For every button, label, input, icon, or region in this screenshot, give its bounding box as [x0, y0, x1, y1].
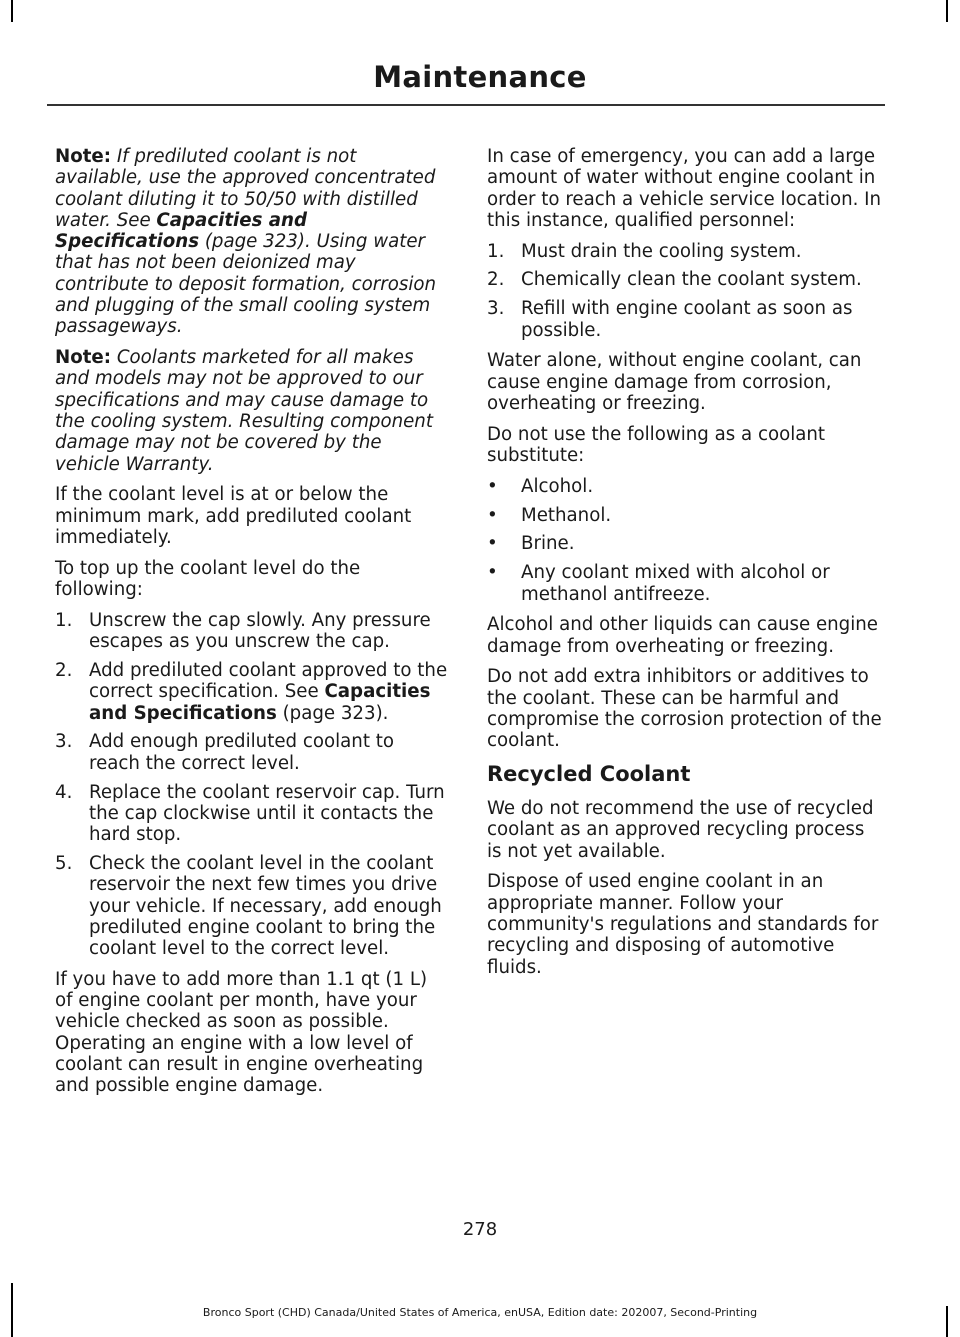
- bullet-text: Methanol.: [521, 504, 612, 526]
- list-item: [55, 660, 450, 724]
- para-do-not-use: Do not use the following as a coolant substitute:: [487, 423, 826, 467]
- step-number: 1.: [487, 240, 505, 262]
- step-text: Must drain the cooling system.: [521, 240, 802, 262]
- step-text: Replace the coolant reservoir cap. Turn the cap clockwise until it contacts the hard stop.: [89, 781, 445, 846]
- note-label: Note:: [55, 146, 112, 167]
- right-column: [487, 146, 882, 987]
- top-up-steps: [55, 610, 450, 959]
- section-heading-recycled-coolant: Recycled Coolant: [487, 761, 691, 786]
- crop-mark-top-left: [11, 0, 13, 22]
- list-item: [487, 533, 882, 554]
- step-text: Refill with engine coolant as soon as possible.: [521, 298, 853, 341]
- step-number: 5.: [55, 852, 73, 874]
- step-number: 4.: [55, 781, 73, 803]
- para-water-alone: Water alone, without engine coolant, can cause engine damage from corrosion, overheating or freezing.: [487, 350, 862, 414]
- para-recommend: We do not recommend the use of recycled coolant as an approved recycling process is not yet available.: [487, 797, 874, 862]
- bullet-mark: •: [487, 562, 498, 584]
- substitute-list: [487, 476, 882, 605]
- xref-capacities-link[interactable]: Capacities and Specifications: [89, 681, 431, 724]
- list-item: [487, 298, 882, 341]
- step-text: Check the coolant level in the coolant reservoir the next few times you drive your vehicle. If necessary, add enough prediluted engine coolant to bring the coolant level to the correct level.: [89, 852, 442, 960]
- list-item: [55, 782, 450, 846]
- left-column: [55, 146, 450, 1106]
- footer-edition: Bronco Sport (CHD) Canada/United States of America, enUSA, Edition date: 202007, Second-Printing: [202, 1306, 758, 1319]
- bullet-mark: •: [487, 504, 498, 526]
- bullet-text: Alcohol.: [521, 475, 594, 497]
- para-inhibitors: Do not add extra inhibitors or additives to the coolant. These can be harmful and compromise the corrosion protection of the coolant.: [487, 666, 882, 752]
- step-text: Add prediluted coolant approved to the correct specification. See: [89, 660, 448, 703]
- step-number: 2.: [487, 269, 505, 291]
- header-divider: [47, 104, 885, 106]
- list-item: [487, 562, 882, 605]
- step-text: Unscrew the cap slowly. Any pressure escapes as you unscrew the cap.: [89, 609, 431, 653]
- para-coolant-level: If the coolant level is at or below the minimum mark, add prediluted coolant immediately.: [55, 484, 412, 549]
- para-top-up: To top up the coolant level do the following:: [55, 557, 361, 601]
- emergency-steps: [487, 241, 882, 341]
- step-number: 3.: [55, 731, 73, 753]
- list-item: [55, 610, 450, 653]
- step-text: Add enough prediluted coolant to reach the correct level.: [89, 731, 395, 774]
- note-text: Coolants marketed for all makes and models may not be approved to our specifications and may cause damage to the cooling system. Resulting component damage may not be covered by the vehicle Warranty.: [55, 347, 433, 475]
- note-text: (page 323). Using water that has not been deionized may contribute to deposit formation, corrosion and plugging of the small cooling system passageways.: [55, 231, 437, 338]
- step-number: 3.: [487, 298, 505, 320]
- bullet-mark: •: [487, 475, 498, 497]
- page-title: Maintenance: [373, 60, 587, 94]
- list-item: [487, 505, 882, 526]
- list-item: [487, 241, 882, 262]
- page-number: 278: [462, 1219, 498, 1240]
- para-dispose: Dispose of used engine coolant in an appropriate manner. Follow your community's regulations and standards for recycling and disposing of automotive fluids.: [487, 871, 879, 978]
- list-item: [487, 476, 882, 497]
- note-label: Note:: [55, 347, 112, 369]
- list-item: [55, 853, 450, 959]
- para-add-more: If you have to add more than 1.1 qt (1 L) of engine coolant per month, have your vehicle checked as soon as possible. Operating an engine with a low level of coolant can result in engine overheating and possible engine damage.: [55, 968, 428, 1097]
- bullet-text: Brine.: [521, 533, 575, 555]
- para-emergency: In case of emergency, you can add a large amount of water without engine coolant in order to reach a vehicle service location. In this instance, qualified personnel:: [487, 146, 882, 231]
- list-item: [487, 269, 882, 290]
- step-text: Chemically clean the coolant system.: [521, 269, 862, 291]
- note-text: If prediluted coolant is not available, use the approved concentrated coolant diluting it to 50/50 with distilled water. See: [55, 146, 436, 231]
- xref-capacities-link[interactable]: Capacities and Specifications: [55, 209, 308, 253]
- crop-mark-top-right: [946, 0, 948, 22]
- bullet-text: Any coolant mixed with alcohol or methanol antifreeze.: [521, 562, 830, 605]
- step-text: (page 323).: [276, 702, 389, 724]
- para-alcohol: Alcohol and other liquids can cause engine damage from overheating or freezing.: [487, 614, 878, 657]
- note-prediluted: [55, 146, 450, 338]
- step-number: 1.: [55, 609, 73, 631]
- note-coolants-marketed: [55, 347, 450, 475]
- list-item: [55, 731, 450, 774]
- bullet-mark: •: [487, 533, 498, 555]
- step-number: 2.: [55, 660, 73, 682]
